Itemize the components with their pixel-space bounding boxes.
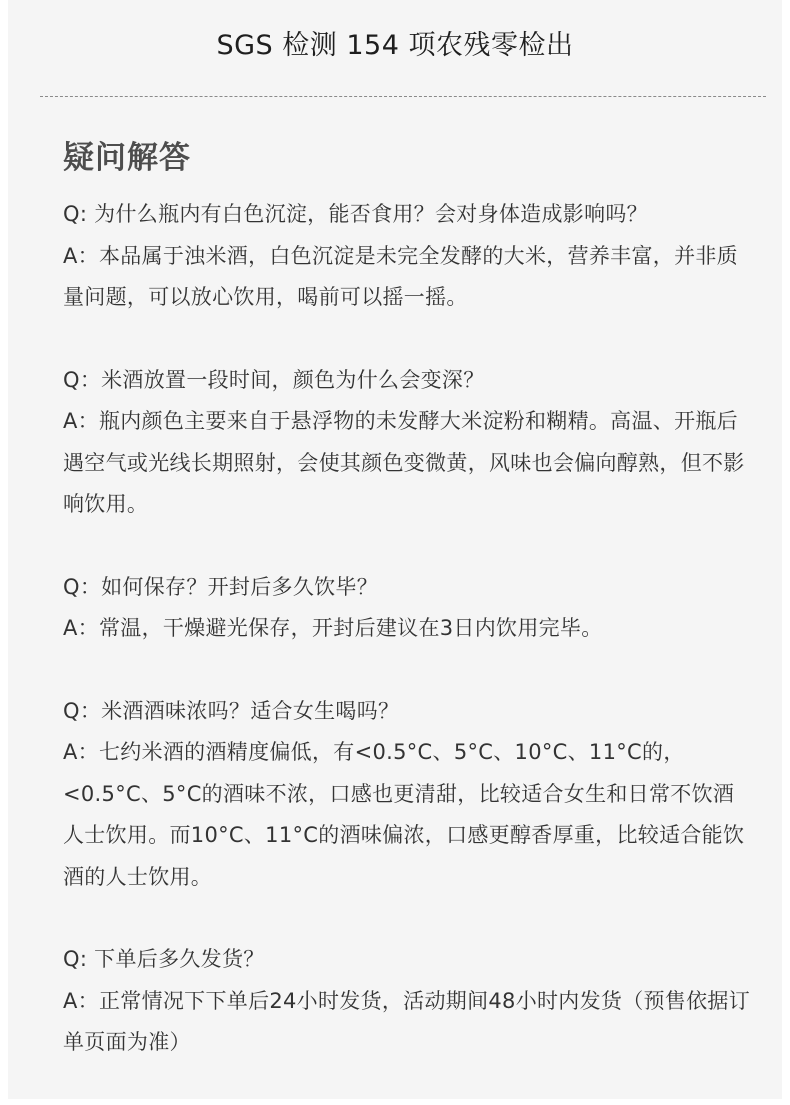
faq-answer: A：瓶内颜色主要来自于悬浮物的未发酵大米淀粉和糊精。高温、开瓶后遇空气或光线长期照射，会使其颜色变微黄，风味也会偏向醇熟，但不影响饮用。 [63, 409, 745, 516]
faq-answer: A：常温，干燥避光保存，开封后建议在3日内饮用完毕。 [63, 616, 603, 640]
faq-item [63, 939, 753, 1064]
dashed-divider [40, 96, 766, 97]
faq-question: Q：米酒酒味浓吗？适合女生喝吗？ [63, 698, 400, 723]
faq-answer: A：正常情况下下单后24小时发货，活动期间48小时内发货（预售依据订单页面为准） [63, 988, 751, 1054]
faq-page [8, 0, 782, 1099]
faq-item [63, 691, 753, 899]
page-title: SGS 检测 154 项农残零检出 [216, 30, 574, 61]
faq-question: Q：如何保存？开封后多久饮毕？ [63, 574, 379, 599]
faq-item [63, 360, 753, 526]
faq-list [63, 194, 753, 1105]
faq-answer: A：七约米酒的酒精度偏低，有<0.5°C、5°C、10°C、11°C的，<0.5°C、5°C的酒味不浓，口感也更清甜，比较适合女生和日常不饮酒人士饮用。而10°C、11°C的酒味偏浓，口感更醇香厚重，比较适合能饮酒的人士饮用。 [63, 740, 745, 889]
faq-item [63, 194, 753, 319]
faq-item [63, 567, 753, 650]
faq-answer: A：本品属于浊米酒，白色沉淀是未完全发酵的大米，营养丰富，并非质量问题，可以放心饮用，喝前可以摇一摇。 [63, 243, 738, 309]
faq-question: Q: 下单后多久发货？ [63, 947, 265, 971]
faq-question: Q：米酒放置一段时间，颜色为什么会变深？ [63, 367, 485, 392]
faq-question: Q: 为什么瓶内有白色沉淀，能否食用？会对身体造成影响吗？ [63, 202, 648, 226]
section-title: 疑问解答 [63, 140, 191, 176]
